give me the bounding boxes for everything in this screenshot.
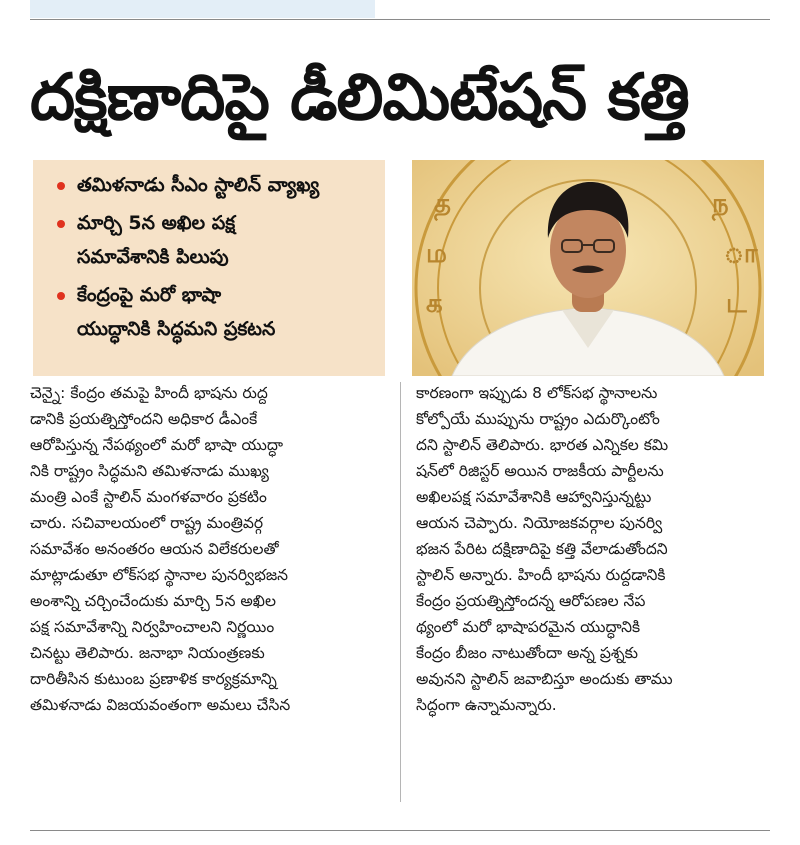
article-line: అవునని స్టాలిన్ జవాబిస్తూ అందుకు తాము <box>416 670 673 688</box>
article-line: కేంద్రం బీజం నాటుతోందా అన్న ప్రశ్నకు <box>416 644 639 662</box>
article-line: ఆయన చెప్పారు. నియోజకవర్గాల పునర్వి <box>416 514 663 532</box>
bullet-icon <box>57 182 65 190</box>
news-photo <box>412 160 764 376</box>
article-line: చినట్టు తెలిపారు. జనాభా నియంత్రణకు <box>30 644 265 662</box>
emblem-letter: க <box>426 289 443 319</box>
highlight-item <box>55 168 377 202</box>
top-header-shade <box>30 0 375 18</box>
article-line: చెన్నై: కేంద్రం తమపై హిందీ భాషను రుద్ద <box>30 384 268 402</box>
highlight-item <box>55 206 377 274</box>
article-line: థ్యంలో మరో భాషాపరమైన యుద్ధానికి <box>416 618 641 636</box>
article-line: దారితీసిన కుటుంబ ప్రణాళిక కార్యక్రమాన్ని <box>30 670 277 688</box>
emblem-letter: த <box>434 189 451 219</box>
article-line: ఆరోపిస్తున్న నేపథ్యంలో మరో భాషా యుద్ధా <box>30 436 283 454</box>
article-line: కారణంగా ఇప్పుడు 8 లోక్‌సభ స్థానాలను <box>416 384 658 402</box>
highlight-line: తమిళనాడు సీఎం స్టాలిన్ వ్యాఖ్య <box>77 174 320 196</box>
article-line: తమిళనాడు విజయవంతంగా అమలు చేసిన <box>30 696 291 714</box>
article-line: కోల్పోయే ముప్పును రాష్ట్రం ఎదుర్కొంటోం <box>416 410 660 428</box>
article-line: షన్‌లో రిజిస్టర్ అయిన రాజకీయ పార్టీలను <box>416 462 664 480</box>
highlights-box <box>33 160 385 376</box>
bottom-rule <box>30 830 770 831</box>
article-line: డానికి ప్రయత్నిస్తోందని అధికార డీఎంకే <box>30 410 258 428</box>
bullet-icon <box>57 292 65 300</box>
emblem-letter: ா <box>724 239 758 269</box>
article-line: అఖిలపక్ష సమావేశానికి ఆహ్వానిస్తున్నట్టు <box>416 488 652 506</box>
article-column-right <box>416 380 771 718</box>
highlight-line: మార్చి 5న అఖిల పక్ష <box>77 212 236 234</box>
highlight-line: సమావేశానికి పిలుపు <box>77 246 229 268</box>
article-column-left <box>30 380 385 718</box>
emblem-letter: ட <box>726 289 747 319</box>
highlight-item <box>55 278 377 346</box>
article-line: అంశాన్ని చర్చించేందుకు మార్చి 5న అఖిల <box>30 592 276 610</box>
emblem-letter: ம <box>426 239 447 269</box>
article-line: స్టాలిన్ అన్నారు. హిందీ భాషను రుద్దడానికి <box>416 566 666 584</box>
highlight-line: కేంద్రంపై మరో భాషా <box>77 284 222 306</box>
article-line: మాట్లాడుతూ లోక్‌సభ స్థానాల పునర్విభజన <box>30 566 289 584</box>
top-rule <box>30 19 770 20</box>
column-divider <box>400 382 401 802</box>
article-line: పక్ష సమావేశాన్ని నిర్వహించాలని నిర్ణయిం <box>30 618 275 636</box>
article-line: చారు. సచివాలయంలో రాష్ట్ర మంత్రివర్గ <box>30 514 264 532</box>
article-line: దని స్టాలిన్ తెలిపారు. భారత ఎన్నికల కమి <box>416 436 669 454</box>
article-line: సిద్ధంగా ఉన్నామన్నారు. <box>416 696 557 714</box>
stalin-portrait-image <box>412 160 764 376</box>
article-line: కేంద్రం ప్రయత్నిస్తోందన్న ఆరోపణల నేప <box>416 592 646 610</box>
headline: దక్షిణాదిపై డీలిమిటేషన్ కత్తి <box>30 61 689 135</box>
article-line: మంత్రి ఎంకే స్టాలిన్ మంగళవారం ప్రకటిం <box>30 488 267 506</box>
bullet-icon <box>57 220 65 228</box>
article-line: భజన పేరిట దక్షిణాదిపై కత్తి వేలాడుతోందని <box>416 540 668 558</box>
highlight-line: యుద్ధానికి సిద్ధమని ప్రకటన <box>77 318 276 340</box>
article-line: నికి రాష్ట్రం సిద్ధమని తమిళనాడు ముఖ్య <box>30 462 269 480</box>
article-line: సమావేశం అనంతరం ఆయన విలేకరులతో <box>30 540 279 558</box>
emblem-letter: ந <box>712 189 729 219</box>
